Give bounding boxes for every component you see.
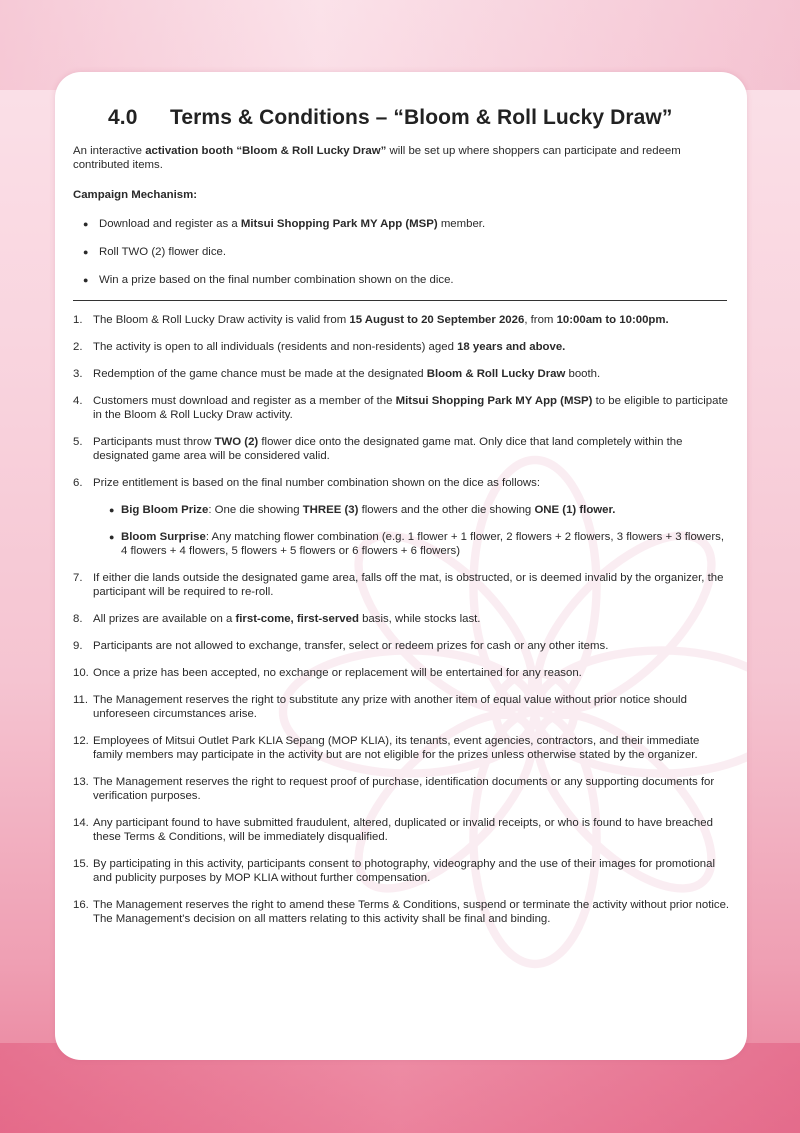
term-text: The activity is open to all individuals (residents and non-residents) aged 18 years and above. (93, 341, 566, 353)
mechanism-list (73, 217, 731, 287)
term-text: Redemption of the game chance must be made at the designated Bloom & Roll Lucky Draw booth. (93, 368, 601, 380)
term-item (73, 734, 731, 762)
term-number: 7. (73, 572, 83, 584)
term-item (73, 571, 731, 599)
term-item (73, 367, 731, 381)
term-number: 5. (73, 436, 83, 448)
term-text: Customers must download and register as a member of the Mitsui Shopping Park MY App (MSP) to be eligible to participate in the Bloom & Roll Lucky Draw activity. (93, 395, 728, 421)
terms-card (55, 72, 747, 1060)
term-number: 9. (73, 640, 83, 652)
term-text: The Management reserves the right to amend these Terms & Conditions, suspend or terminate the activity without prior notice. The Management's decision on all matters relating to this activity shall be final and binding. (93, 899, 730, 925)
term-item (73, 775, 731, 803)
term-text: By participating in this activity, participants consent to photography, videography and the use of their images for promotional and publicity purposes by MOP KLIA without further compensation. (93, 858, 715, 884)
term-number: 2. (73, 341, 83, 353)
mechanism-heading: Campaign Mechanism: (73, 189, 198, 201)
term-number: 16. (73, 899, 89, 911)
prize-item: ● Big Bloom Prize: One die showing THREE (3) flowers and the other die showing ONE (1) flower. (93, 503, 731, 517)
term-text: Participants must throw TWO (2) flower dice onto the designated game mat. Only dice that land completely within the designated game area will be considered valid. (93, 436, 683, 462)
term-number: 4. (73, 395, 83, 407)
term-item (73, 313, 731, 327)
term-item (73, 340, 731, 354)
intro-text: An interactive (73, 145, 146, 157)
intro-paragraph (73, 144, 731, 172)
term-text: Prize entitlement is based on the final number combination shown on the dice as follows: (93, 477, 541, 489)
mechanism-item: ● Roll TWO (2) flower dice. (73, 245, 731, 259)
term-item (73, 666, 731, 680)
page-title (108, 106, 731, 130)
divider (73, 300, 727, 301)
term-text: The Bloom & Roll Lucky Draw activity is valid from 15 August to 20 September 2026, from 10:00am to 10:00pm. (93, 314, 669, 326)
section-title: Terms & Conditions – “Bloom & Roll Lucky Draw” (170, 106, 673, 129)
term-item (73, 816, 731, 844)
term-item (73, 476, 731, 558)
term-text: All prizes are available on a first-come, first-served basis, while stocks last. (93, 613, 481, 625)
term-number: 12. (73, 735, 89, 747)
term-item (73, 898, 731, 926)
term-number: 8. (73, 613, 83, 625)
term-item (73, 612, 731, 626)
term-text: If either die lands outside the designated game area, falls off the mat, is obstructed, or is deemed invalid by the organizer, the participant will be required to re-roll. (93, 572, 724, 598)
document-content (73, 106, 731, 939)
mechanism-item: ● Win a prize based on the final number combination shown on the dice. (73, 273, 731, 287)
term-text: Employees of Mitsui Outlet Park KLIA Sepang (MOP KLIA), its tenants, event agencies, contractors, and their immediate family members may participate in the activity but are not eligible for the prizes unless otherwise stated by the organizer. (93, 735, 700, 761)
section-number: 4.0 (108, 106, 138, 129)
term-text: Once a prize has been accepted, no exchange or replacement will be entertained for any reason. (93, 667, 582, 679)
term-number: 6. (73, 477, 83, 489)
term-number: 11. (73, 694, 88, 706)
term-item (73, 857, 731, 885)
term-item (73, 639, 731, 653)
intro-text-end: will be set up where shoppers can participate and redeem contributed items. (73, 145, 681, 171)
term-number: 1. (73, 314, 83, 326)
term-text: Any participant found to have submitted fraudulent, altered, duplicated or invalid receipts, or who is found to have breached these Terms & Conditions, will be immediately disqualified. (93, 817, 713, 843)
term-text: The Management reserves the right to substitute any prize with another item of equal value without prior notice should unforeseen circumstances arise. (93, 694, 687, 720)
term-number: 3. (73, 368, 83, 380)
term-number: 10. (73, 667, 89, 679)
term-number: 15. (73, 858, 89, 870)
term-number: 14. (73, 817, 89, 829)
term-item (73, 693, 731, 721)
intro-bold: activation booth “Bloom & Roll Lucky Draw” (145, 145, 387, 157)
term-text: The Management reserves the right to request proof of purchase, identification documents or any supporting documents for verification purposes. (93, 776, 715, 802)
terms-list (73, 313, 731, 926)
term-item (73, 435, 731, 463)
term-number: 13. (73, 776, 89, 788)
term-item (73, 394, 731, 422)
prize-item: ● Bloom Surprise: Any matching flower combination (e.g. 1 flower + 1 flower, 2 flowers + 2 flowers, 3 flowers + 3 flowers, 4 flowers + 4 flowers, 5 flowers + 5 flowers or 6 flowers + 6 flowers) (93, 530, 731, 558)
mechanism-item: ● Download and register as a Mitsui Shopping Park MY App (MSP) member. (73, 217, 731, 231)
prize-list (93, 503, 731, 558)
term-text: Participants are not allowed to exchange, transfer, select or redeem prizes for cash or any other items. (93, 640, 609, 652)
